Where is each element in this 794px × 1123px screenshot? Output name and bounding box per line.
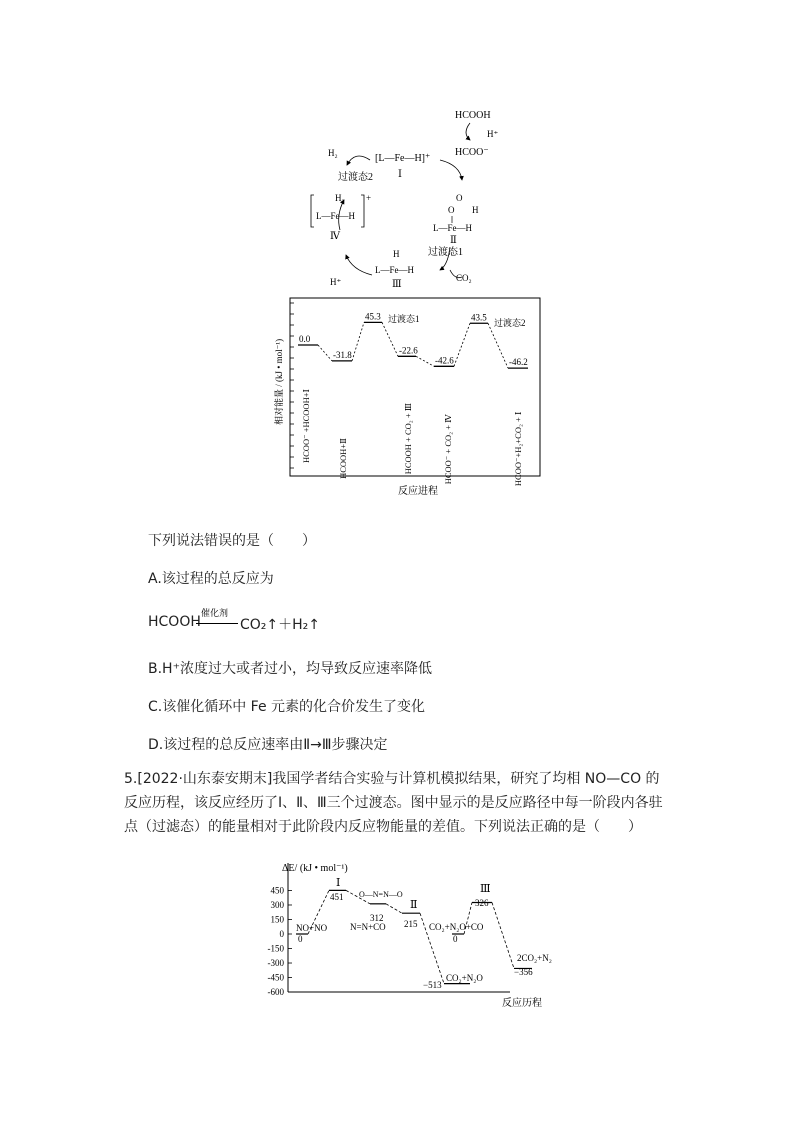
chart2-tick-label: -150: [267, 943, 284, 954]
label-I: Ⅰ: [398, 169, 402, 180]
svg-text:+: +: [366, 193, 372, 203]
chart1-connector: [352, 322, 364, 361]
species-I: [L—Fe—H]⁺: [375, 153, 431, 164]
h2-product: H₂: [328, 148, 338, 158]
svg-text:O: O: [448, 205, 455, 215]
chart1-ts1-label: 过渡态1: [388, 314, 420, 324]
chart1-ylabel: 相对能量 / (kJ • mol⁻¹): [274, 338, 284, 425]
option-a: A.该过程的总反应为: [148, 571, 274, 587]
ts2-cycle-label: 过渡态2: [338, 172, 373, 183]
chart1-connector: [382, 322, 398, 356]
c2-zero-1: 0: [298, 934, 303, 944]
formate-complex-II: [433, 193, 479, 233]
equation-reactant: HCOOH: [148, 614, 201, 630]
energy-profile-chart-1: [270, 295, 550, 500]
chart1-value-label: -42.6: [435, 355, 454, 366]
c2-zero-2: 0: [453, 934, 458, 944]
chart2-tick-label: -600: [267, 987, 284, 998]
c2-ts3: Ⅲ: [480, 883, 491, 895]
c2-451: 451: [330, 892, 344, 902]
chart1-xlabel: 反应进程: [398, 486, 438, 497]
c2-ts1: Ⅰ: [336, 877, 341, 889]
chart1-species-label: HCOOH + CO₂ + Ⅲ: [403, 403, 413, 475]
chart2-tick-label: 450: [270, 885, 284, 896]
chart2-tick-label: -450: [267, 972, 284, 983]
arrow-I-to-II: [440, 160, 462, 180]
hcooh-top: HCOOH: [455, 110, 491, 121]
label-III: Ⅲ: [392, 279, 402, 290]
chart2-tick-label: 0: [279, 929, 284, 939]
svg-text:H: H: [393, 249, 400, 259]
q5-line-3: 点（过滤态）的能量相对于此阶段内反应物能量的差值。下列说法正确的是（ ）: [124, 819, 642, 835]
svg-text:H: H: [472, 205, 479, 215]
h-plus-top: H⁺: [487, 129, 499, 139]
c2-326: 326: [475, 898, 489, 908]
chart2-connector: [386, 904, 402, 913]
c2-minus-513: −513: [423, 980, 442, 990]
h-plus-bottom: H⁺: [330, 277, 342, 287]
chart1-ts2-label: 过渡态2: [494, 318, 526, 328]
chart1-value-label: -31.8: [333, 349, 352, 360]
chart1-connector: [488, 323, 508, 368]
svg-text:L—Fe—H: L—Fe—H: [375, 265, 414, 275]
question-stem: 下列说法错误的是（ ）: [148, 533, 316, 549]
c2-co2-n2o-co: CO₂+N₂O+CO: [429, 922, 484, 932]
chart2-xlabel: 反应历程: [502, 998, 542, 1009]
chart1-species-label: HCOO⁻+H₂+CO₂ + Ⅰ: [513, 411, 523, 487]
c2-2co2-n2: 2CO₂+N₂: [517, 953, 552, 963]
c2-215: 215: [404, 919, 418, 929]
svg-text:L—Fe—H: L—Fe—H: [433, 223, 472, 233]
chart1-value-label: 0.0: [299, 334, 311, 344]
arrow-III-to-IV: [346, 255, 372, 275]
equation-products: CO₂↑＋H₂↑: [240, 617, 321, 633]
chart1-value-label: -46.2: [509, 357, 528, 368]
deprotonation-arrow: [466, 123, 470, 140]
q5-line-2: 反应历程，该反应经历了Ⅰ、Ⅱ、Ⅲ三个过渡态。图中显示的是反应路径中每一阶段内各驻: [124, 795, 663, 811]
chart1-species-labels: [301, 389, 523, 486]
c2-ring: O—N=N—O: [359, 890, 403, 899]
chart2-connector: [492, 902, 514, 968]
catalytic-cycle-diagram: [300, 105, 530, 295]
chart1-value-label: 43.5: [471, 312, 487, 323]
chart1-species-label: HCOO⁻ + CO₂ + Ⅳ: [443, 414, 453, 485]
chart1-species-label: HCOO⁻ +HCOOH+Ⅰ: [301, 389, 311, 463]
label-II: Ⅱ: [450, 235, 457, 246]
chart2-tick-label: 300: [270, 899, 284, 910]
chart2-tick-label: 150: [270, 914, 284, 925]
svg-text:O: O: [456, 193, 463, 203]
chart2-tick-label: -300: [267, 958, 284, 969]
co2-product: CO₂: [456, 273, 472, 283]
chart1-axis-ticks: [290, 303, 294, 468]
ts1-cycle-label: 过渡态1: [428, 247, 463, 258]
chart1-connector: [318, 345, 332, 361]
c2-ts2: Ⅱ: [410, 899, 418, 911]
c2-co2-n2o: CO₂+N₂O: [446, 973, 483, 983]
svg-text:L—Fe—H: L—Fe—H: [316, 211, 355, 221]
chart1-value-label: -22.6: [399, 345, 418, 356]
hydride-complex-III: [375, 249, 414, 275]
svg-text:H₂: H₂: [335, 193, 345, 203]
chart1-connector: [416, 356, 434, 366]
energy-profile-chart-2: [240, 855, 580, 1015]
option-d: D.该过程的总反应速率由Ⅱ→Ⅲ步骤决定: [148, 737, 388, 753]
dihydrogen-complex-IV: [311, 193, 371, 227]
chart1-value-label: 45.3: [365, 311, 381, 322]
c2-no-no: NO+NO: [296, 923, 328, 933]
q5-line-1: 5.[2022·山东泰安期末]我国学者结合实验与计算机模拟结果，研究了均相 NO—CO 的: [124, 771, 660, 787]
overall-equation: [148, 606, 378, 636]
chart1-connector: [454, 323, 470, 366]
label-IV: Ⅳ: [330, 231, 340, 242]
option-c: C.该催化循环中 Fe 元素的化合价发生了变化: [148, 699, 426, 715]
hcoo-minus: HCOO⁻: [455, 147, 489, 158]
reaction-arrow-line: [196, 623, 238, 624]
c2-minus-356: −356: [514, 967, 533, 977]
catalyst-label: 催化剂: [201, 609, 229, 619]
c2-312: 312: [370, 913, 384, 923]
chart2-ylabel: ΔE/ (kJ • mol⁻¹): [282, 863, 348, 874]
c2-n2o-co: N=N+CO: [350, 922, 386, 932]
option-b: B.H⁺浓度过大或者过小，均导致反应速率降低: [148, 661, 432, 677]
h2-release-arrow: [347, 156, 370, 165]
chart1-species-label: HCOOH+Ⅱ: [338, 438, 348, 479]
